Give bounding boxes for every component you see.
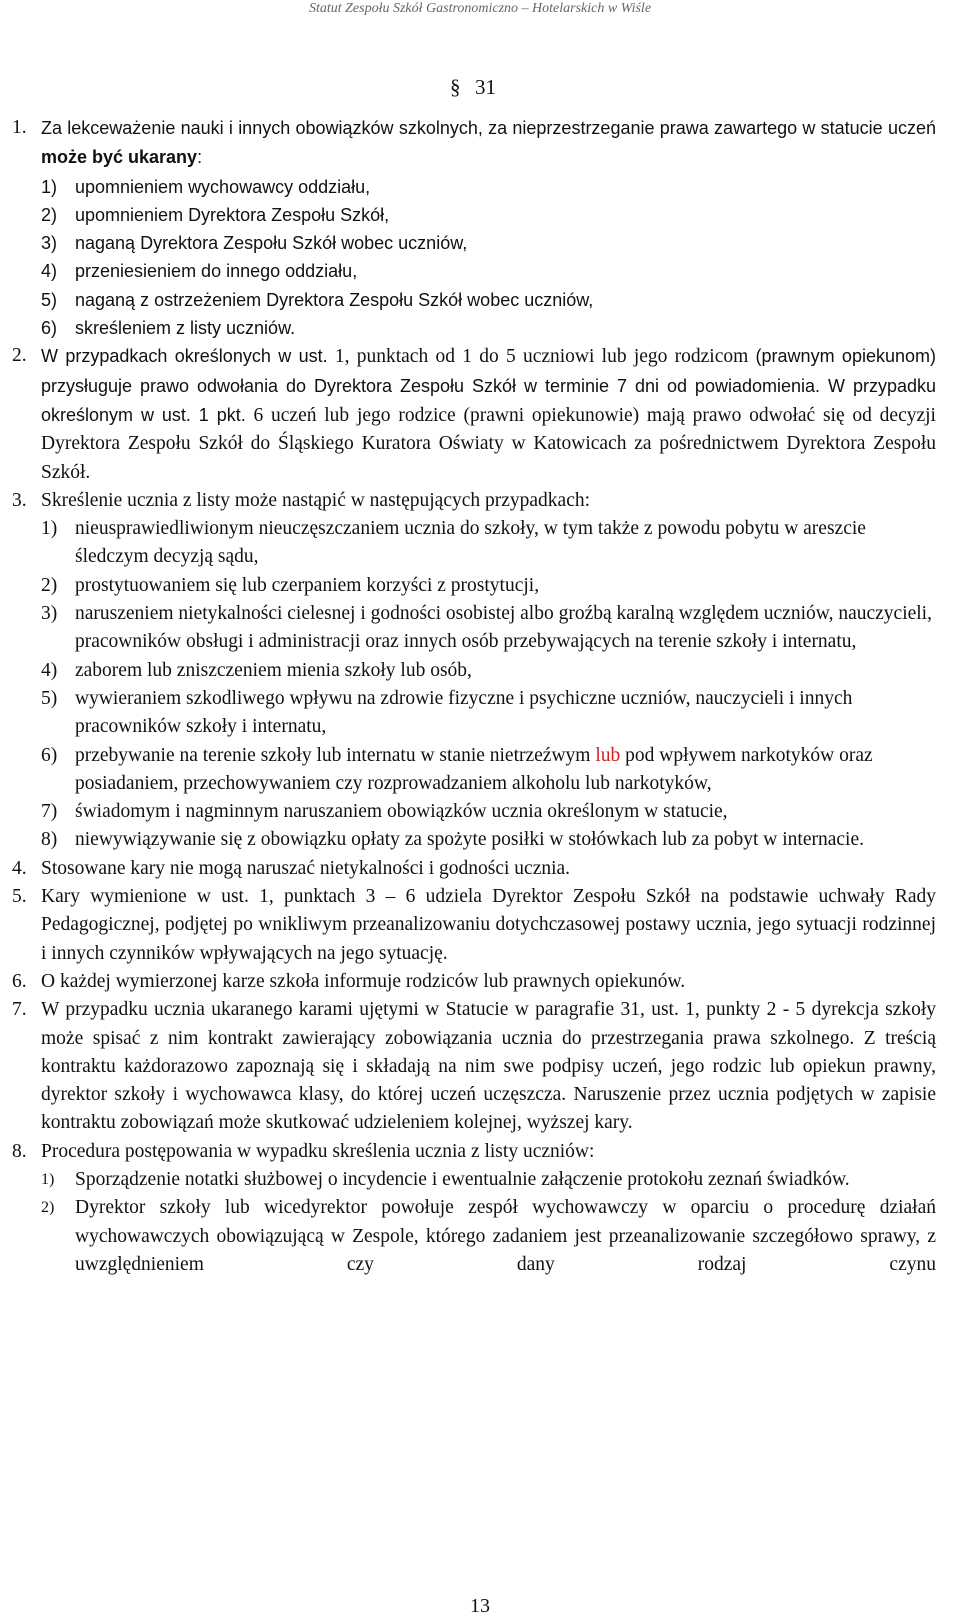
sub-item: 3) naruszeniem nietykalności cielesnej i godności osobistej albo groźbą karalną względem uczniów, nauczycieli, pracowników obsługi i administracji oraz innych osób przebywających na terenie szkoły i internatu, <box>41 603 932 653</box>
page-number: 13 <box>470 1595 490 1617</box>
item-number: 4. <box>12 857 27 879</box>
sub-item: 1) Sporządzenie notatki służbowej o incydencie i ewentualnie załączenie protokołu zeznań świadków. <box>41 1168 850 1190</box>
section-sign: § <box>450 75 461 99</box>
running-header: Statut Zespołu Szkół Gastronomiczno – Hotelarskich w Wiśle <box>308 1 652 16</box>
list-item <box>12 996 936 1137</box>
highlighted-word: lub <box>595 744 621 766</box>
sub-item: 3) naganą Dyrektora Zespołu Szkół wobec uczniów, <box>41 233 468 254</box>
sub-item: 1) nieusprawiedliwionym nieuczęszczaniem ucznia do szkoły, w tym także z powodu pobytu w areszcie śledczym decyzją sądu, <box>41 518 866 568</box>
sub-item: 2) prostytuowaniem się lub czerpaniem korzyści z prostytucji, <box>41 574 540 596</box>
item-number: 6. <box>12 970 27 992</box>
list-item <box>12 1138 936 1166</box>
sub-item: 8) niewywiązywanie się z obowiązku opłaty za spożyte posiłki w stołówkach lub za pobyt w internacie. <box>41 829 864 851</box>
sub-item: 4) przeniesieniem do innego oddziału, <box>41 261 358 282</box>
sub-item: 2) upomnieniem Dyrektora Zespołu Szkół, <box>41 204 390 225</box>
sub-item: 6) skreśleniem z listy uczniów. <box>41 318 296 339</box>
sub-item: 5) naganą z ostrzeżeniem Dyrektora Zespołu Szkół wobec uczniów, <box>41 289 594 310</box>
item-number: 5. <box>12 886 27 908</box>
item-text: W przypadkach określonych w ust. 1, punktach od 1 do 5 uczniowi lub jego rodzicom (prawnym opiekunom) przysługuje prawo odwołania do Dyrektora Zespołu Szkół w terminie 7 dni od powiadomienia. W przypadku określonym w ust. 1 pkt. 6 uczeń lub jego rodzice (prawni opiekunowie) mają prawo odwołać się od decyzji Dyrektora Zespołu Szkół do Śląskiego Kuratora Oświaty w Katowicach za pośrednictwem Dyrektora Zespołu Szkół. <box>41 346 936 483</box>
item-text: Skreślenie ucznia z listy może nastąpić w następujących przypadkach: <box>41 489 591 511</box>
sub-item: 2) Dyrektor szkoły lub wicedyrektor powołuje zespół wychowawczy w oparciu o procedurę działań wychowawczych obowiązującą w Zespole, którego zadaniem jest przeanalizowanie szczegółowo sprawy, z uwzględnieniem czy dany rodzaj czynu <box>41 1197 936 1275</box>
item-number: 7. <box>12 999 27 1021</box>
sub-item: 5) wywieraniem szkodliwego wpływu na zdrowie fizyczne i psychiczne uczniów, nauczycieli i innych pracowników szkoły i internatu, <box>41 687 853 738</box>
item-text: Kary wymienione w ust. 1, punktach 3 – 6 udziela Dyrektor Zespołu Szkół na podstawie uchwały Rady Pedagogicznej, podjętej po wnikliwym przeanalizowaniu dotychczasowej postawy ucznia, jego sytuacji rodzinnej i innych czynników wpływających na jego sytuację. <box>41 886 936 964</box>
sub-item: 6) przebywanie na terenie szkoły lub internatu w stanie nietrzeźwym lub pod wpływem narkotyków oraz posiadaniem, przechowywaniem czy rozprowadzaniem alkoholu lub narkotyków, <box>41 744 873 794</box>
list-item <box>12 342 936 486</box>
list-item <box>12 968 936 996</box>
list-item <box>12 487 936 515</box>
item-text: Za lekceważenie nauki i innych obowiązków szkolnych, za nieprzestrzeganie prawa zawartego w statucie uczeń może być ukarany: <box>41 118 936 168</box>
item-number: 1. <box>12 117 27 138</box>
sub-item: 7) świadomym i nagminnym naruszaniem obowiązków ucznia określonym w statucie, <box>41 801 728 823</box>
item-text: Procedura postępowania w wypadku skreślenia ucznia z listy uczniów: <box>41 1140 595 1162</box>
item-text: O każdej wymierzonej karze szkoła informuje rodziców lub prawnych opiekunów. <box>41 970 686 992</box>
document-body <box>12 114 936 1279</box>
item-number: 3. <box>12 489 27 511</box>
sub-item: 4) zaborem lub zniszczeniem mienia szkoły lub osób, <box>41 659 472 681</box>
item-text: W przypadku ucznia ukaranego karami ujętymi w Statucie w paragrafie 31, ust. 1, punkty 2 - 5 dyrekcja szkoły może spisać z nim kontrakt zawierający zobowiązania ucznia do przestrzegania prawa szkolnego. Z treścią kontraktu każdorazowo zapoznają się i składają na nim swe podpisy uczeń, jego rodzic lub opiekun prawny, dyrektor szkoły i wychowawca klasy, do której uczeń uczęszcza. Naruszenie przez ucznia podjętych w zapisie kontraktu zobowiązań może skutkować udzieleniem kolejnej, wyższej kary. <box>41 999 936 1134</box>
item-text: Stosowane kary nie mogą naruszać nietykalności i godności ucznia. <box>41 857 571 879</box>
list-item <box>12 883 936 968</box>
list-item <box>12 855 936 883</box>
list-item <box>12 114 936 173</box>
sub-item: 1) upomnieniem wychowawcy oddziału, <box>41 176 371 197</box>
paragraph-number: 31 <box>475 75 496 99</box>
item-number: 8. <box>12 1140 27 1162</box>
item-number: 2. <box>12 345 27 367</box>
